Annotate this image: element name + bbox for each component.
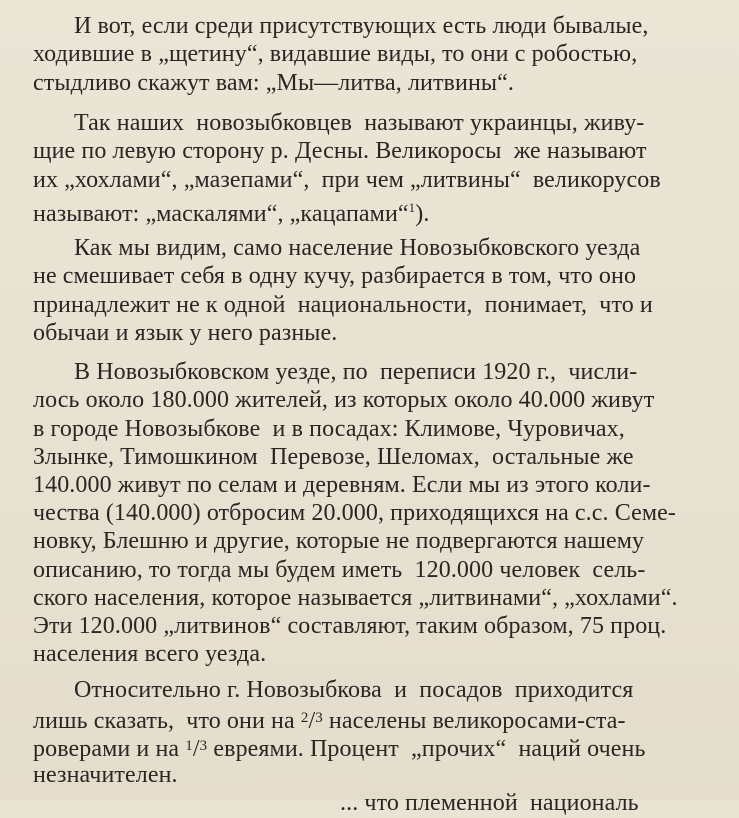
text-line: описанию, то тогда мы будем иметь 120.000 человек сель- [33, 556, 646, 583]
text-line: Эти 120.000 „литвинов“ составляют, таким образом, 75 проц. [33, 613, 667, 639]
fraction-slash: / [308, 708, 316, 735]
fraction-denominator: 3 [199, 738, 208, 755]
text-line: Относительно г. Новозыбкова и посадов приходится [74, 676, 634, 703]
footnote-marker: 1 [408, 199, 416, 215]
line-text: называют: „маскалями“, „кацапами“ [33, 200, 409, 227]
text-line: не смешивает себя в одну кучу, разбирается в том, что оно [33, 263, 637, 290]
text-line: обычаи и язык у него разные. [33, 319, 338, 346]
line-text: населены великоросами-ста- [322, 708, 626, 735]
fraction-slash: / [192, 736, 200, 763]
line-text: лишь сказать, что они на [33, 708, 301, 735]
line-text: евреями. Процент „прочих“ наций очень [207, 736, 646, 763]
text-line: стыдливо скажут вам: „Мы—литва, литвины“. [33, 69, 514, 96]
text-line: населения всего уезда. [33, 641, 267, 668]
text-line: лось около 180.000 жителей, из которых около 40.000 живут [33, 387, 655, 414]
line-text: роверами и на [33, 736, 186, 763]
text-line: И вот, если среди присутствующих есть люди бывалые, [74, 13, 649, 40]
fraction-numerator: 2 [300, 710, 309, 727]
text-line: В Новозыбковском уезде, по переписи 1920 г., числи- [74, 359, 638, 386]
text-line: щие по левую сторону р. Десны. Великоросы же называют [33, 138, 647, 165]
text-line: 140.000 живут по селам и деревням. Если мы из этого коли- [33, 472, 651, 498]
fraction-numerator: 1 [185, 738, 193, 755]
text-line: незначителен. [33, 761, 178, 788]
text-line [33, 193, 429, 229]
text-line: ского населения, которое называется „литвинами“, „хохлами“. [33, 584, 678, 611]
text-line: Так наших новозыбковцев называют украинцы, живу- [74, 110, 645, 137]
text-line: в городе Новозыбкове и в посадах: Климове, Чуровичах, [33, 415, 625, 442]
text-line-cut-off: ... что племенной националь [340, 789, 639, 816]
line-text: ). [415, 200, 430, 227]
fraction-denominator: 3 [315, 710, 323, 727]
text-line: Злынке, Тимошкином Перевозе, Шеломах, остальные же [33, 443, 634, 470]
text-line: Как мы видим, само население Новозыбковского уезда [74, 235, 641, 262]
text-line: чества (140.000) отбросим 20.000, приходящихся на с.с. Семе- [33, 500, 677, 527]
text-line: принадлежит не к одной национальности, понимает, что и [33, 291, 653, 318]
text-line: новку, Блешню и другие, которые не подвергаются нашему [33, 528, 645, 555]
text-line: ходившие в „щетину“, видавшие виды, то они с робостью, [33, 41, 638, 68]
text-line: их „хохлами“, „мазепами“, при чем „литвины“ великорусов [33, 166, 661, 193]
